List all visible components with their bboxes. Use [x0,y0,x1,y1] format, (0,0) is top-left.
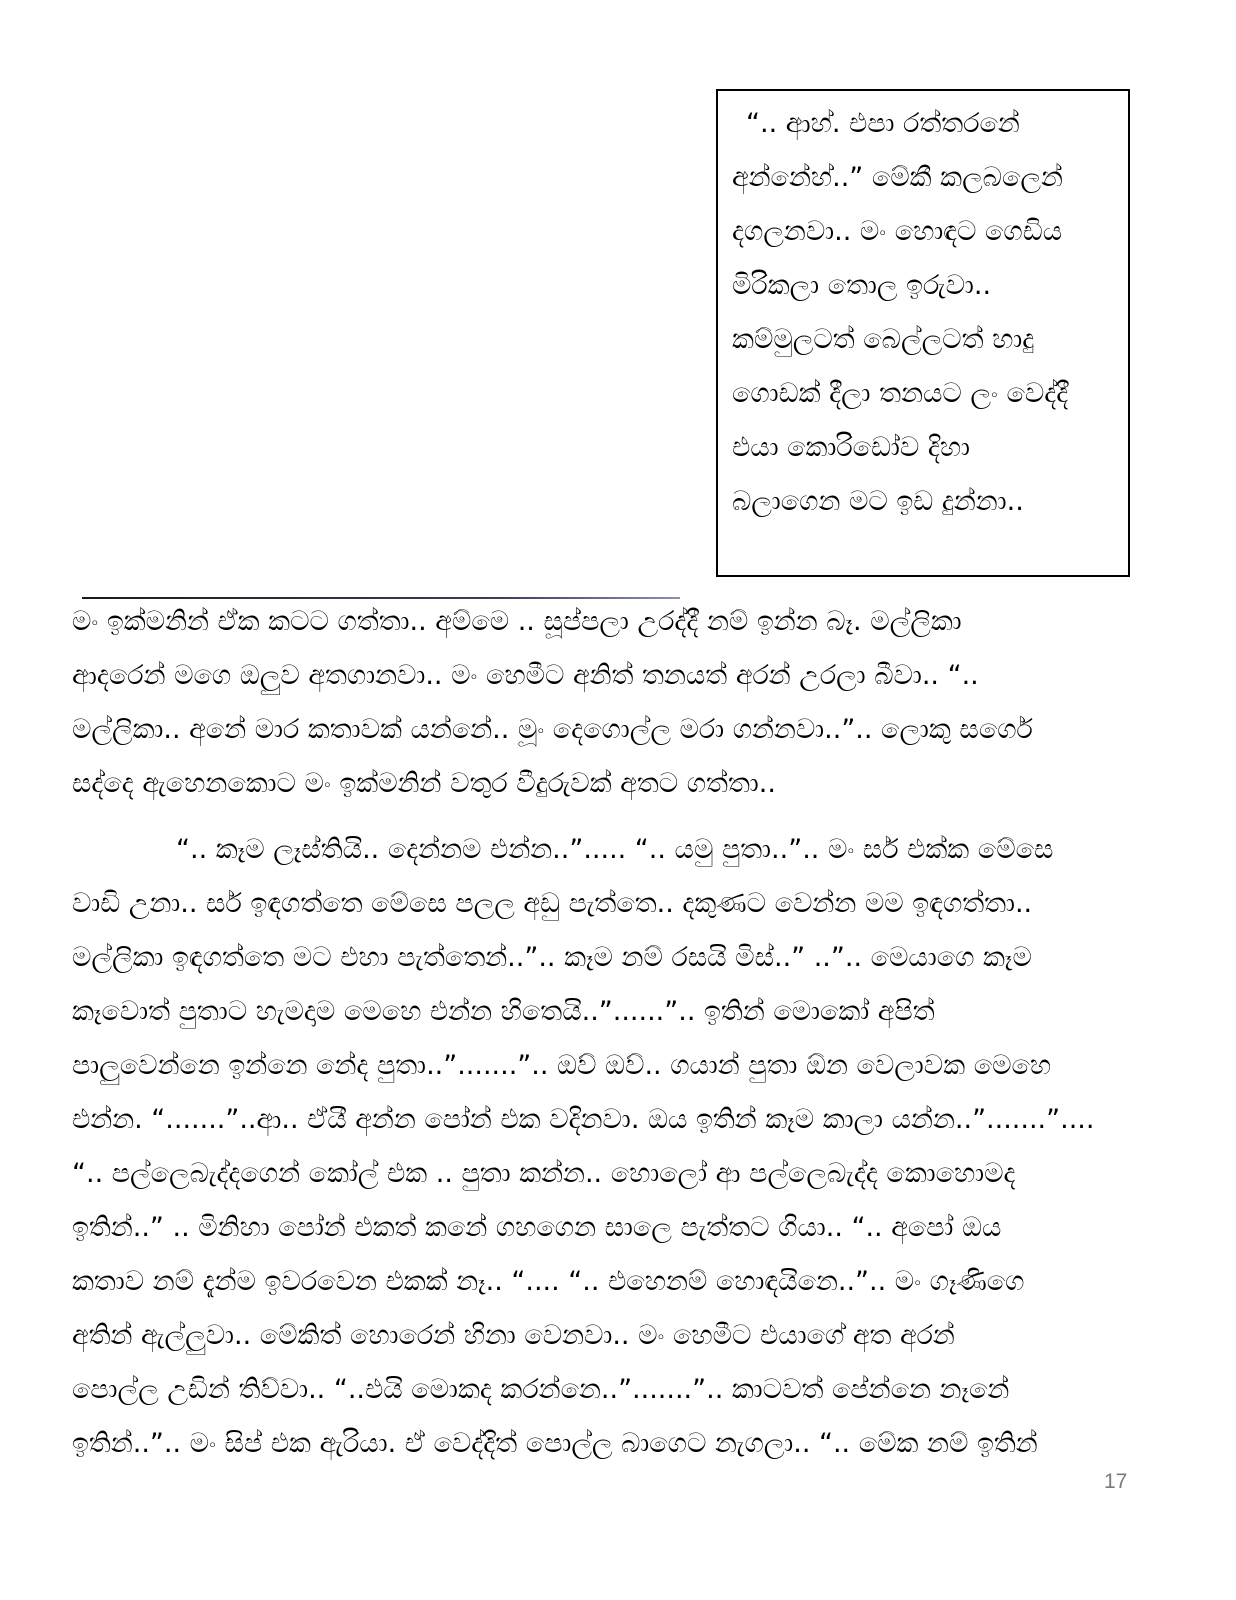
callout-line: අන්නේහ්..” මේකී කලබලෙන් [732,162,1063,193]
paragraph-line: “.. පල්ලෙබැද්දගෙන් කෝල් එක .. පුතා කන්න.. හොලෝ ආ පල්ලෙබැද්ද කොහොමද [72,1158,1016,1189]
paragraph-line: මං ඉක්මනින් ඒක කටට ගත්තා.. අම්මෙ .. සූප්පලා උරද්දී නම් ඉන්න බෑ. මල්ලිකා [72,606,962,637]
paragraph-line: ඉතින්..” .. මිනිහා පෝන් එකත් කනේ ගහගෙන සාලෙ පැත්තට ගියා.. “.. අපෝ ඔය [72,1212,1002,1243]
callout-box [716,89,1130,577]
paragraph-line: මල්ලිකා.. අනේ මාර කතාවක් යන්නේ.. මූං දෙගොල්ල මරා ගන්නවා..”.. ලොකු සර්ගෙ [72,714,1033,745]
paragraph-line: “.. කෑම ලෑස්තියි.. දෙන්නම එන්න..”..... “.. යමු පුතා..”.. මං සර් එක්ක මේසෙ [176,834,1054,865]
callout-line: එයා කොරිඩෝව දිහා [732,432,971,463]
page-number: 17 [1104,1470,1128,1493]
paragraph-line: වාඩි උනා.. සර් ඉඳගත්තෙ මේසෙ පලල අඩු පැත්තෙ.. දකුණට වෙන්න මම ඉඳගත්තා.. [72,888,1033,919]
paragraph-line: කතාව නම් දැන්ම ඉවරවෙන එකක් නෑ.. “.... “.. එහෙනම් හොඳයිනෙ..”.. මං ගෑණිගෙ [72,1266,1025,1297]
paragraph-line: සද්දෙ ඇහෙනකොට මං ඉක්මනින් වතුර වීදුරුවක් අතට ගත්තා.. [72,768,776,799]
paragraph-line: ආදරෙන් මගෙ ඔලුව අතගානවා.. මං හෙමීට අනිත් තනයත් අරන් උරලා බීවා.. “.. [72,660,979,691]
paragraph-line: කෑවොත් පුතාට හැමදාම මෙහෙ එන්න හිතෙයි..”......”.. ඉතින් මොකෝ අපිත් [72,996,935,1027]
paragraph-line: එන්න. “.......”..ආ.. ඒයී අන්න පෝන් එක වදිනවා. ඔය ඉතින් කෑම කාලා යන්න..”.......”.... [72,1104,1095,1135]
paragraph-line: පොල්ල උඩින් තිව්වා.. “..එයි මොකද කරන්නෙ..”.......”.. කාටවත් පේන්නෙ නෑනේ [72,1374,1010,1405]
callout-line: ගොඩක් දීලා තනයට ලං වෙද්දී [732,378,1069,409]
paragraph-2 [72,823,1152,1471]
callout-line: මිරිකලා තොල ඉරුවා.. [732,270,992,301]
callout-line: දගලනවා.. මං හොඳට ගෙඩිය [732,216,1063,247]
paragraph-line: මල්ලිකා ඉඳගත්තෙ මට එහා පැත්තෙන්..”.. කෑම නම් රසයි මිස්..” ..”.. මෙයාගෙ කෑම [72,942,1032,973]
callout-line: කම්මුලටත් බෙල්ලටත් හාදු [732,324,1035,355]
paragraph-line: අතින් ඇල්ලුවා.. මේකිත් හොරෙන් හිනා වෙනවා.. මං හෙමීට එයාගේ අත අරන් [72,1320,955,1351]
callout-line: “.. ආහ්. එපා රත්තරනේ [746,108,1020,139]
paragraph-line: පාලුවෙන්නෙ ඉන්නෙ නේද පුතා..”.......”.. ඔව් ඔව්.. ගයාන් පුතා ඕන වෙලාවක මෙහෙ [72,1050,1052,1081]
paragraph-1 [72,595,1152,811]
callout-line: බලාගෙන මට ඉඩ දුන්නා.. [732,486,1024,517]
paragraph-line: ඉතින්..”.. මං සිප් එක ඇරියා. ඒ වෙද්දිත් පොල්ල බාගෙට නැගලා.. “.. මේක නම් ඉතින් [72,1428,1038,1459]
